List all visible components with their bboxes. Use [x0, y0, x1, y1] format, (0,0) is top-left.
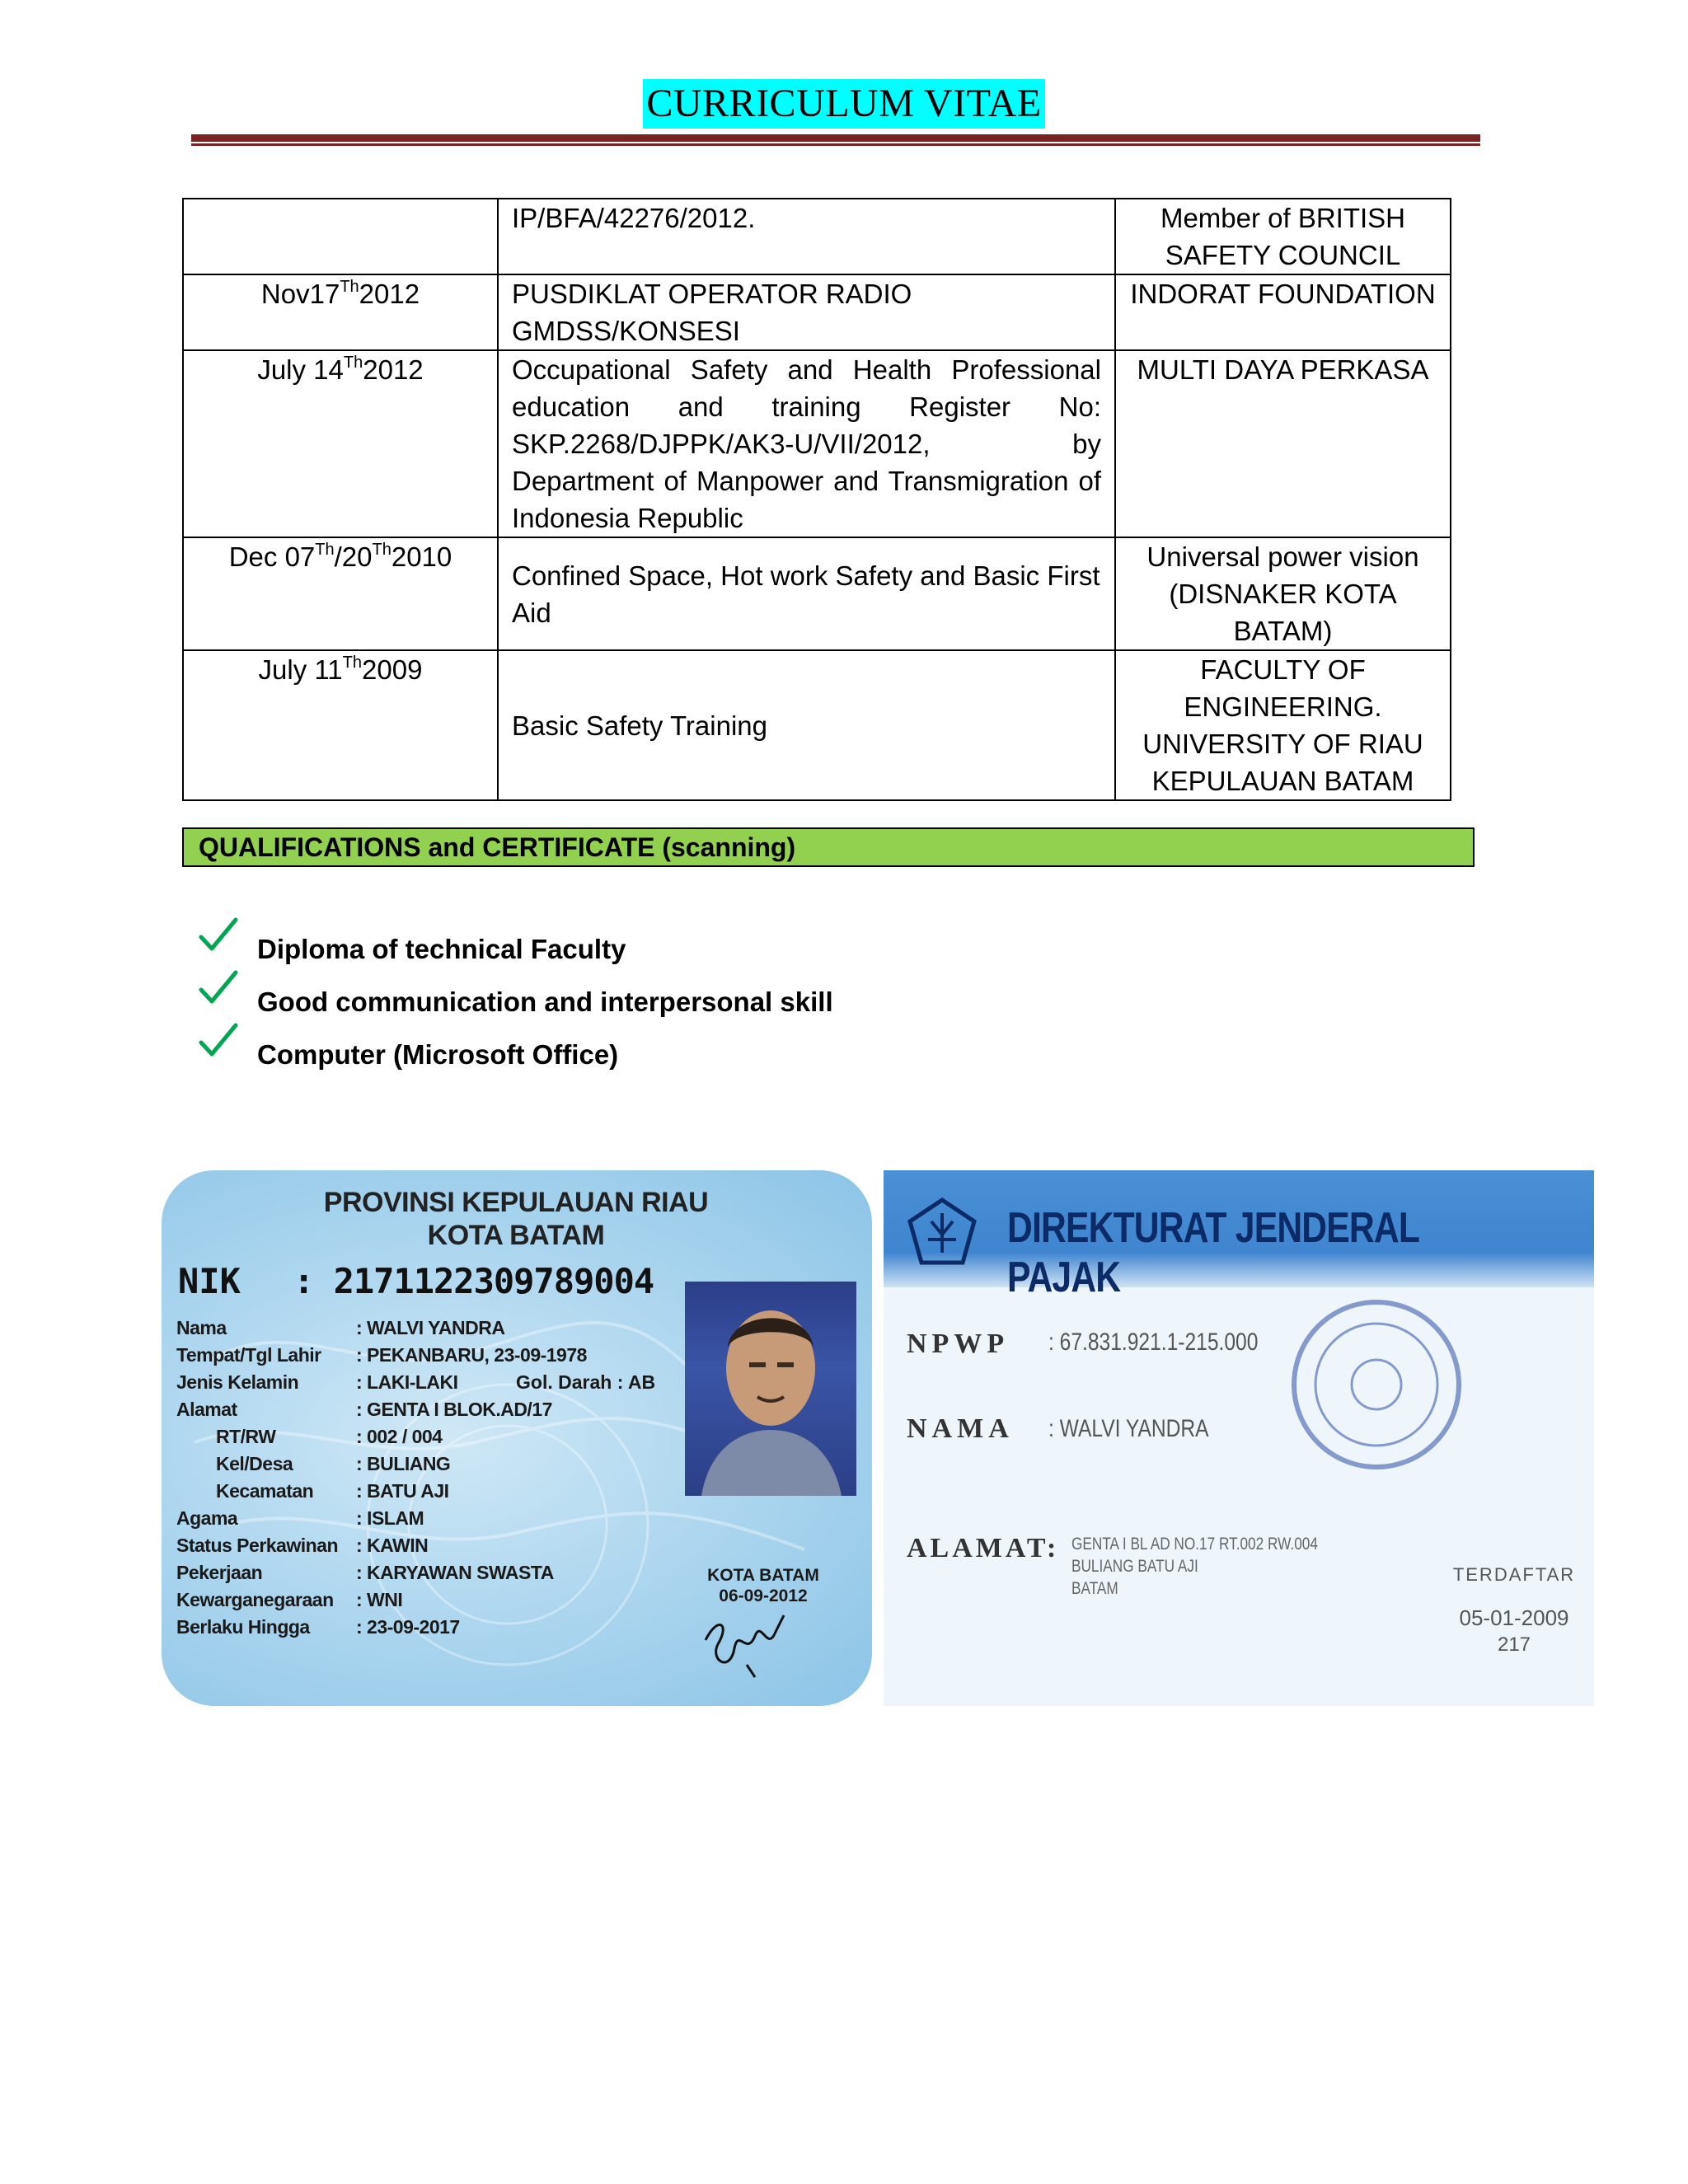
- npwp-address-label: ALAMAT:: [907, 1533, 1060, 1563]
- training-course: Occupational Safety and Health Professional education and training Register No: SKP.2268/DJPPK/AK3-U/VII/2012, by Department of Manpower and Transmigration of Indonesia Republic: [498, 350, 1115, 537]
- stamp-icon: [1278, 1286, 1475, 1483]
- signature-icon: [697, 1607, 796, 1681]
- training-table: [182, 198, 1451, 801]
- checkmark-icon: [198, 915, 239, 956]
- id-blood-type: Gol. Darah : AB: [516, 1371, 656, 1393]
- npwp-label: NPWP: [907, 1329, 1010, 1359]
- npwp-card-scan: [884, 1170, 1594, 1706]
- npwp-address-line: BULIANG BATU AJI: [1071, 1557, 1198, 1576]
- training-course: Confined Space, Hot work Safety and Basic First Aid: [498, 537, 1115, 650]
- checkmark-icon: [198, 1020, 239, 1062]
- table-row: [183, 350, 1451, 537]
- npwp-registered-label: TERDAFTAR: [1452, 1564, 1576, 1585]
- id-fields: [176, 1317, 587, 1643]
- id-field-row: Pekerjaan : KARYAWAN SWASTA: [176, 1562, 554, 1583]
- qualification-text: Diploma of technical Faculty: [257, 934, 626, 964]
- qualifications-list: [198, 913, 833, 1071]
- id-issue-city: KOTA BATAM: [707, 1566, 819, 1585]
- id-field-row: Berlaku Hingga : 23-09-2017: [176, 1616, 460, 1638]
- npwp-name-value: : WALVI YANDRA: [1048, 1415, 1209, 1442]
- training-org: MULTI DAYA PERKASA: [1115, 350, 1451, 537]
- tax-emblem-icon: [907, 1197, 978, 1268]
- id-issue-date: 06-09-2012: [719, 1586, 808, 1605]
- table-row: [183, 537, 1451, 650]
- title-rule-thin: [191, 143, 1480, 146]
- id-city: KOTA BATAM: [427, 1220, 605, 1251]
- training-date: [183, 199, 498, 274]
- npwp-registered-date: 05-01-2009: [1459, 1605, 1569, 1630]
- npwp-address-line: GENTA I BL AD NO.17 RT.002 RW.004: [1071, 1535, 1318, 1554]
- training-course: IP/BFA/42276/2012.: [498, 199, 1115, 274]
- id-field-row: Agama : ISLAM: [176, 1507, 424, 1529]
- training-org: INDORAT FOUNDATION: [1115, 274, 1451, 350]
- list-item: [198, 913, 833, 966]
- id-field-row: Kecamatan : BATU AJI: [216, 1480, 449, 1502]
- id-field-row: Tempat/Tgl Lahir : PEKANBARU, 23-09-1978: [176, 1344, 587, 1366]
- list-item: [198, 1019, 833, 1071]
- training-course: PUSDIKLAT OPERATOR RADIO GMDSS/KONSESI: [498, 274, 1115, 350]
- id-field-row: Kewarganegaraan : WNI: [176, 1589, 403, 1610]
- npwp-address-line: BATAM: [1071, 1579, 1118, 1598]
- npwp-registered-code: 217: [1497, 1633, 1531, 1656]
- table-row: [183, 274, 1451, 350]
- id-field-row: Kel/Desa : BULIANG: [216, 1453, 451, 1474]
- training-date: July 11Th2009: [183, 650, 498, 800]
- id-field-row: Alamat : GENTA I BLOK.AD/17: [176, 1399, 552, 1420]
- page-title: CURRICULUM VITAE: [643, 79, 1044, 129]
- training-date: July 14Th2012: [183, 350, 498, 537]
- title-rule-thick: [191, 134, 1480, 142]
- checkmark-icon: [198, 968, 239, 1009]
- id-field-row: Jenis Kelamin : LAKI-LAKI: [176, 1371, 458, 1393]
- npwp-header: DIREKTURAT JENDERAL PAJAK: [1007, 1204, 1419, 1301]
- id-card-scan: [162, 1170, 872, 1706]
- id-province: PROVINSI KEPULAUAN RIAU: [323, 1187, 709, 1218]
- training-org: Member of BRITISH SAFETY COUNCIL: [1115, 199, 1451, 274]
- id-photo: [685, 1282, 856, 1496]
- list-item: [198, 966, 833, 1019]
- npwp-value: : 67.831.921.1-215.000: [1048, 1329, 1259, 1356]
- training-course: Basic Safety Training: [498, 650, 1115, 800]
- person-photo-icon: [685, 1282, 856, 1496]
- npwp-name-label: NAMA: [907, 1413, 1014, 1444]
- training-org: FACULTY OF ENGINEERING. UNIVERSITY OF RIAU KEPULAUAN BATAM: [1115, 650, 1451, 800]
- page-title-wrap: [0, 79, 1688, 129]
- nik-label: NIK: [178, 1261, 241, 1301]
- nik-value: : 2171122309789004: [293, 1261, 654, 1301]
- id-field-row: RT/RW : 002 / 004: [216, 1426, 443, 1447]
- qualifications-heading: QUALIFICATIONS and CERTIFICATE (scanning): [182, 827, 1475, 867]
- qualification-text: Good communication and interpersonal skill: [257, 987, 833, 1017]
- id-field-row: Nama : WALVI YANDRA: [176, 1317, 505, 1338]
- id-field-row: Status Perkawinan : KAWIN: [176, 1535, 429, 1556]
- training-org: Universal power vision (DISNAKER KOTA BATAM): [1115, 537, 1451, 650]
- training-date: Nov17Th2012: [183, 274, 498, 350]
- table-row: [183, 650, 1451, 800]
- qualification-text: Computer (Microsoft Office): [257, 1039, 619, 1070]
- training-date: Dec 07Th/20Th2010: [183, 537, 498, 650]
- table-row: [183, 199, 1451, 274]
